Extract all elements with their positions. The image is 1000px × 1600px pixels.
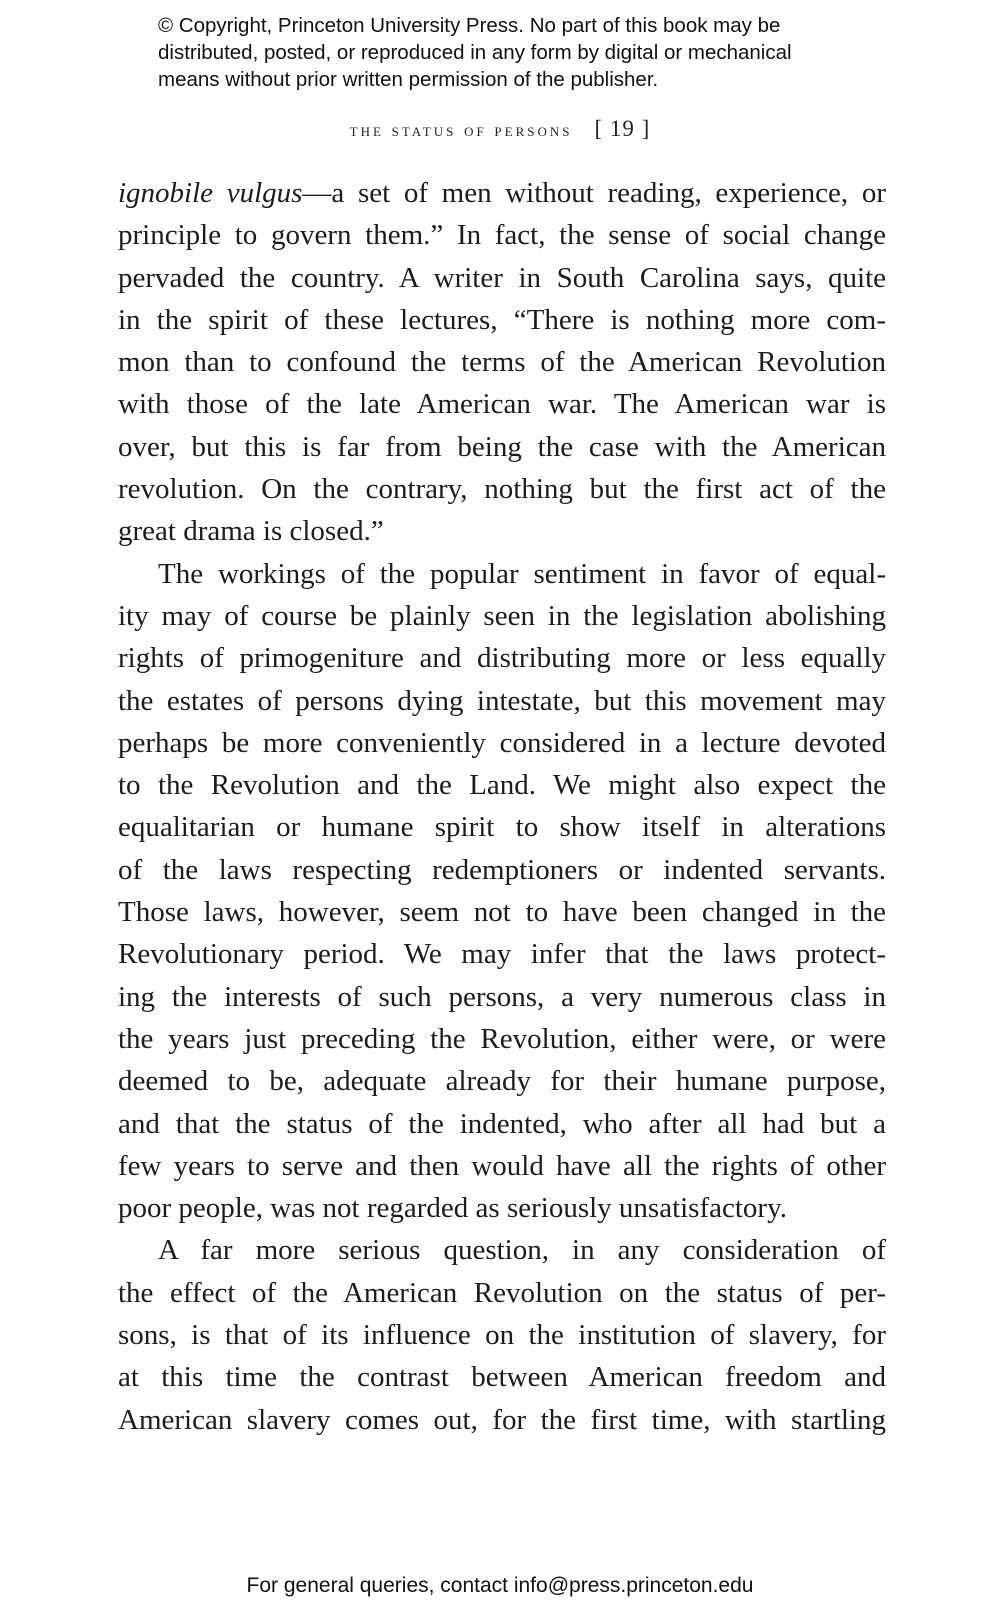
text-line: the estates of persons dying intestate, but this movement may — [118, 684, 886, 717]
text-line: principle to govern them.” In fact, the sense of social change — [118, 219, 886, 252]
running-head-title: the status of persons — [349, 120, 573, 141]
text-line: few years to serve and then would have all the rights of other — [118, 1149, 886, 1182]
text-line-rest: —a set of men without reading, experience, or — [302, 177, 886, 209]
copyright-notice — [158, 12, 918, 93]
text-line — [118, 172, 886, 214]
text-line: over, but this is far from being the case with the American — [118, 430, 886, 463]
copyright-line: © Copyright, Princeton University Press. No part of this book may be — [158, 14, 781, 37]
text-line: ity may of course be plainly seen in the legislation abolishing — [118, 599, 886, 632]
body-text — [118, 172, 886, 1441]
text-line: perhaps be more conveniently considered in a lecture devoted — [118, 726, 886, 759]
running-head — [0, 116, 1000, 142]
text-line: revolution. On the contrary, nothing but the first act of the — [118, 473, 886, 506]
text-line: great drama is closed.” — [118, 515, 384, 548]
text-line: poor people, was not regarded as seriously unsatisfactory. — [118, 1192, 787, 1225]
text-line: to the Revolution and the Land. We might also expect the — [118, 769, 886, 802]
text-line: with those of the late American war. The American war is — [118, 388, 886, 421]
text-line: deemed to be, adequate already for their humane purpose, — [118, 1065, 886, 1098]
latin-phrase: ignobile vulgus — [118, 177, 303, 209]
text-line: pervaded the country. A writer in South Carolina says, quite — [118, 261, 886, 294]
text-line: ing the interests of such persons, a very numerous class in — [118, 980, 886, 1013]
text-line: The workings of the popular sentiment in favor of equal- — [158, 557, 886, 590]
text-line: and that the status of the indented, who after all had but a — [118, 1107, 886, 1140]
text-line: in the spirit of these lectures, “There is nothing more com- — [118, 303, 886, 336]
copyright-line: means without prior written permission of the publisher. — [158, 68, 659, 91]
text-line: of the laws respecting redemptioners or indented servants. — [118, 853, 886, 886]
text-line: the years just preceding the Revolution, either were, or were — [118, 1022, 886, 1055]
text-line: Those laws, however, seem not to have been changed in the — [118, 896, 886, 929]
text-line: rights of primogeniture and distributing more or less equally — [118, 642, 886, 675]
footer-contact: For general queries, contact info@press.princeton.edu — [246, 1574, 754, 1597]
copyright-line: distributed, posted, or reproduced in any form by digital or mechanical — [158, 41, 792, 64]
text-line: at this time the contrast between American freedom and — [118, 1361, 886, 1394]
page-number: [ 19 ] — [594, 116, 651, 141]
text-line: A far more serious question, in any consideration of — [158, 1234, 886, 1267]
text-line: American slavery comes out, for the first time, with startling — [118, 1403, 886, 1436]
text-line: the effect of the American Revolution on the status of per- — [118, 1276, 886, 1309]
text-line: equalitarian or humane spirit to show itself in alterations — [118, 811, 886, 844]
text-line: Revolutionary period. We may infer that the laws protect- — [118, 938, 886, 971]
text-line: sons, is that of its influence on the institution of slavery, for — [118, 1319, 886, 1352]
text-line: mon than to confound the terms of the American Revolution — [118, 346, 886, 379]
